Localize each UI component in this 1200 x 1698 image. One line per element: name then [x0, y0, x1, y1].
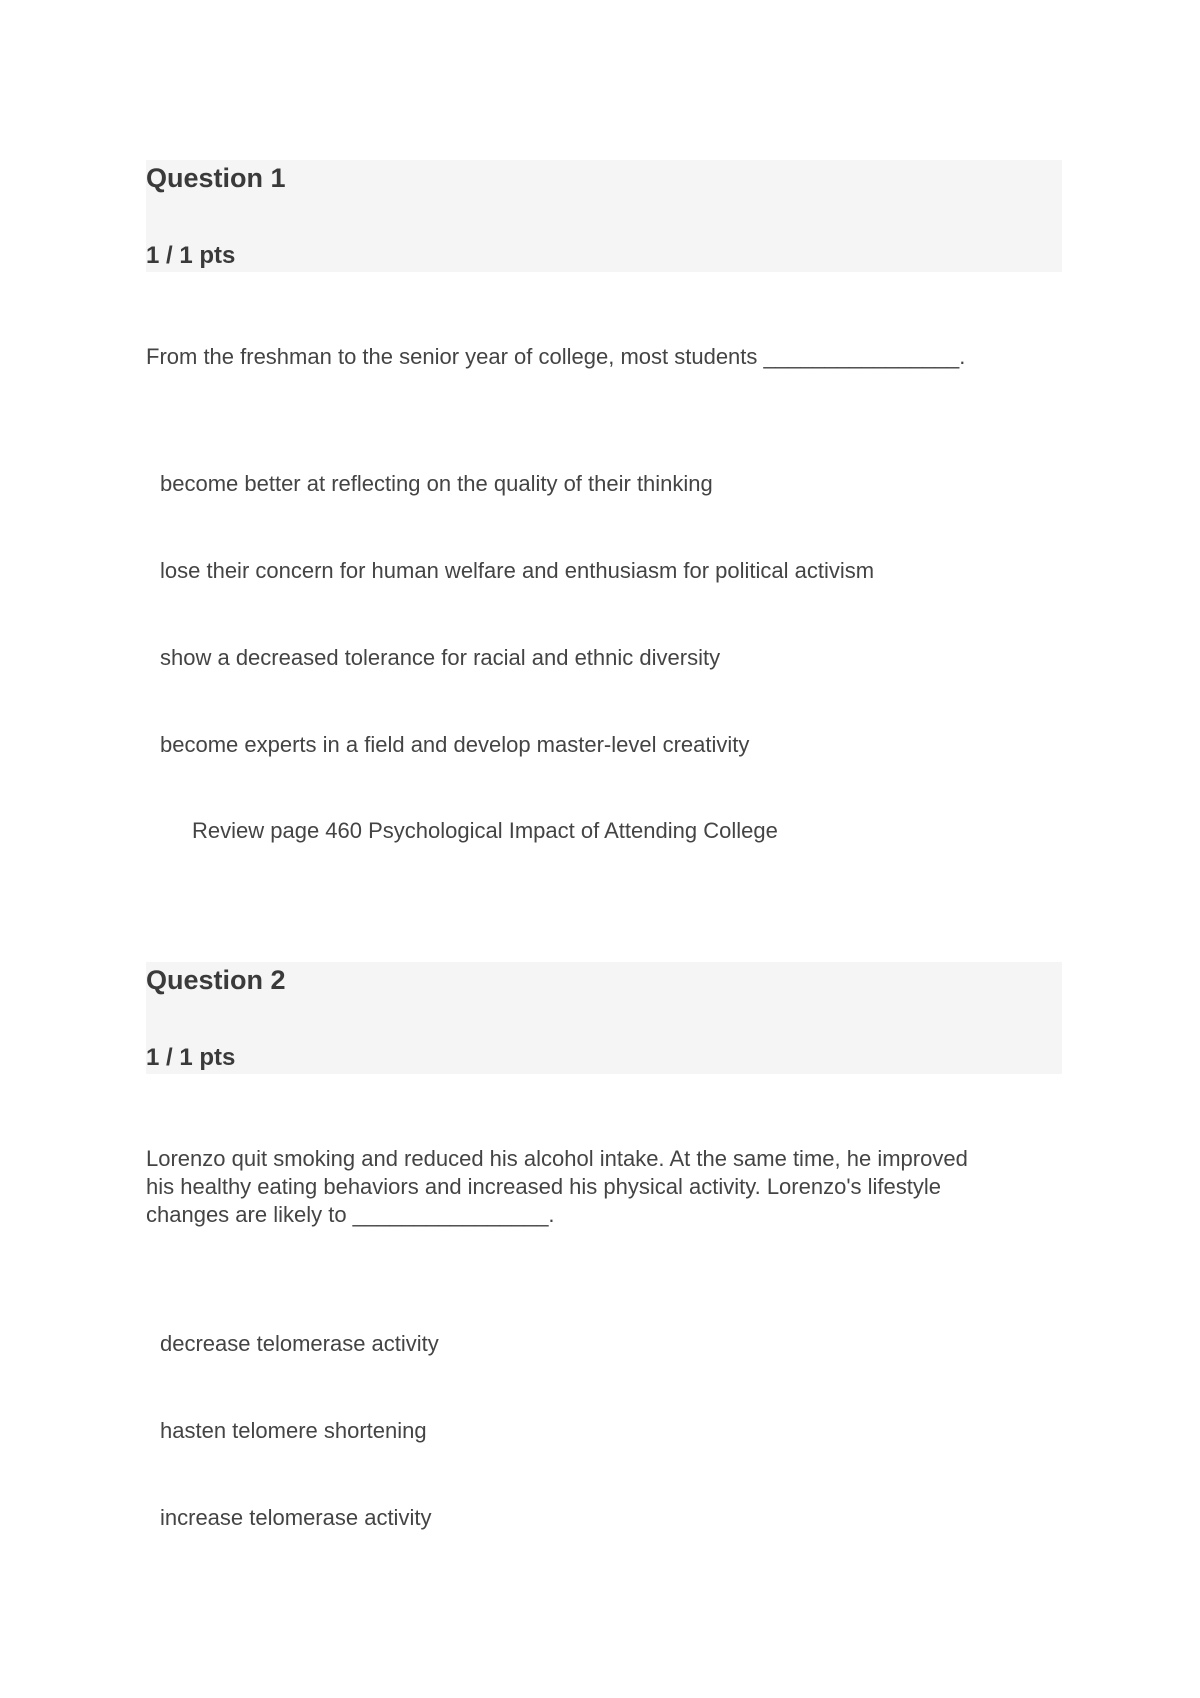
question-text-line: Lorenzo quit smoking and reduced his alcohol intake. At the same time, he improved: [146, 1146, 968, 1171]
answer-option[interactable]: become experts in a field and develop master-level creativity: [160, 732, 750, 757]
question-text: From the freshman to the senior year of college, most students ________________.: [146, 344, 966, 369]
question-title: Question 2: [146, 965, 286, 995]
question-header: [146, 160, 1062, 272]
answer-option[interactable]: lose their concern for human welfare and enthusiasm for political activism: [160, 558, 875, 583]
answer-option[interactable]: show a decreased tolerance for racial and ethnic diversity: [160, 645, 721, 670]
question-header: [146, 962, 1062, 1074]
question-1: [146, 160, 1062, 843]
question-title: Question 1: [146, 163, 286, 193]
question-points: 1 / 1 pts: [146, 1044, 236, 1071]
answer-option[interactable]: decrease telomerase activity: [160, 1331, 439, 1356]
answer-option[interactable]: become better at reflecting on the quality of their thinking: [160, 471, 713, 496]
question-points: 1 / 1 pts: [146, 242, 236, 269]
question-text-line: changes are likely to ________________.: [146, 1202, 555, 1227]
question-text: [146, 1145, 1062, 1229]
question-2: [146, 962, 1062, 1530]
answer-option[interactable]: increase telomerase activity: [160, 1505, 432, 1530]
answer-option[interactable]: hasten telomere shortening: [160, 1418, 427, 1443]
answer-feedback: Review page 460 Psychological Impact of Attending College: [192, 818, 778, 843]
question-text-line: his healthy eating behaviors and increased his physical activity. Lorenzo's lifestyle: [146, 1174, 941, 1199]
